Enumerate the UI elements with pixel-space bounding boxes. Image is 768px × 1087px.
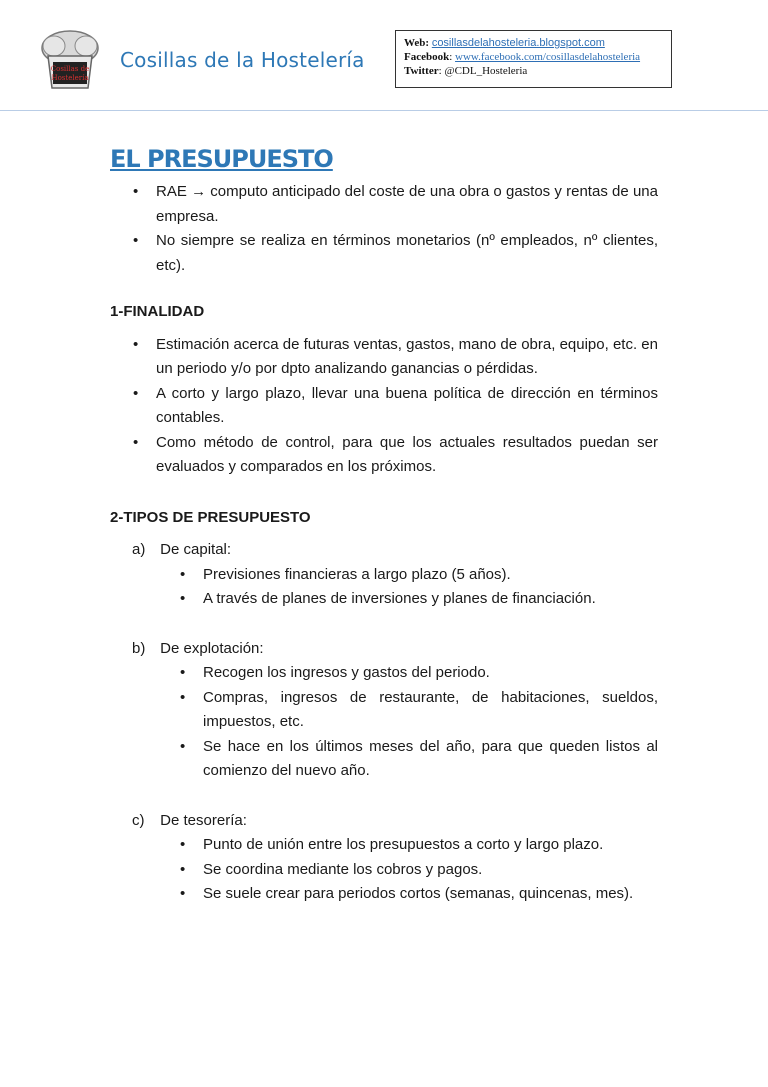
web-label: Web: [404,37,430,49]
section-heading-tipos: 2-TIPOS DE PRESUPUESTO [110,508,311,526]
logo-text-line2: Hostelería [51,74,89,82]
twitter-handle: @CDL_Hosteleria [444,65,528,77]
list-item: • RAE → computo anticipado del coste de una obra o gastos y rentas de una empresa. [110,180,658,229]
list-item: • Recogen los ingresos y gastos del periodo. [110,661,658,686]
facebook-label: Facebook [404,51,450,63]
sub-heading-letter: b) [132,639,146,657]
finalidad-list [110,333,658,480]
tipo-group-capital [110,538,658,612]
sub-list [110,563,658,612]
section-heading-finalidad: 1-FINALIDAD [110,303,205,320]
chef-hat-logo [38,28,102,92]
sub-heading [110,637,658,662]
sub-heading-label: De tesorería: [160,811,247,829]
list-item: • Como método de control, para que los actuales resultados puedan ser evaluados y comparados en los próximos. [110,431,658,480]
web-link[interactable]: cosillasdelahosteleria.blogspot.com [431,37,605,49]
twitter-label: Twitter [404,65,439,77]
intro-list [110,180,658,278]
contact-web-line [404,36,663,50]
sub-heading [110,538,658,563]
tipo-group-explotacion [110,637,658,784]
contact-twitter-line: Twitter: @CDL_Hosteleria [404,65,528,77]
document-body [110,142,658,932]
list-item: • A corto y largo plazo, llevar una buena política de dirección en términos contables. [110,382,658,431]
list-item: • Compras, ingresos de restaurante, de habitaciones, sueldos, impuestos, etc. [110,686,658,735]
list-item: • Estimación acerca de futuras ventas, gastos, mano de obra, equipo, etc. en un periodo y/o por dpto analizando ganancias o pérdidas. [110,333,658,382]
header-divider [0,110,768,111]
logo-text-line1: Cosillas de [50,65,90,73]
sub-heading-letter: c) [132,811,145,829]
sub-heading-label: De explotación: [160,639,264,657]
contact-box [395,30,672,88]
facebook-link[interactable]: www.facebook.com/cosillasdelahosteleria [455,51,641,63]
sub-list [110,661,658,784]
page-title: EL PRESUPUESTO [110,145,333,173]
list-item: • Se hace en los últimos meses del año, para que queden listos al comienzo del nuevo año. [110,735,658,784]
sub-list [110,833,658,907]
list-item: • Punto de unión entre los presupuestos a corto y largo plazo. [110,833,658,858]
sub-heading-label: De capital: [160,541,232,558]
list-item: • No siempre se realiza en términos monetarios (nº empleados, nº clientes, etc). [110,229,658,278]
brand-title: Cosillas de la Hostelería [120,48,365,72]
sub-heading [110,809,658,834]
sub-heading-letter: a) [132,541,146,558]
list-item: • Previsiones financieras a largo plazo (5 años). [110,563,658,588]
tipo-group-tesoreria [110,809,658,907]
list-item: • Se suele crear para periodos cortos (semanas, quincenas, mes). [110,882,658,907]
list-item: • Se coordina mediante los cobros y pagos. [110,858,658,883]
list-item: • A través de planes de inversiones y planes de financiación. [110,587,658,612]
contact-facebook-line: Facebook: www.facebook.com/cosillasdelahosteleria [404,51,641,63]
